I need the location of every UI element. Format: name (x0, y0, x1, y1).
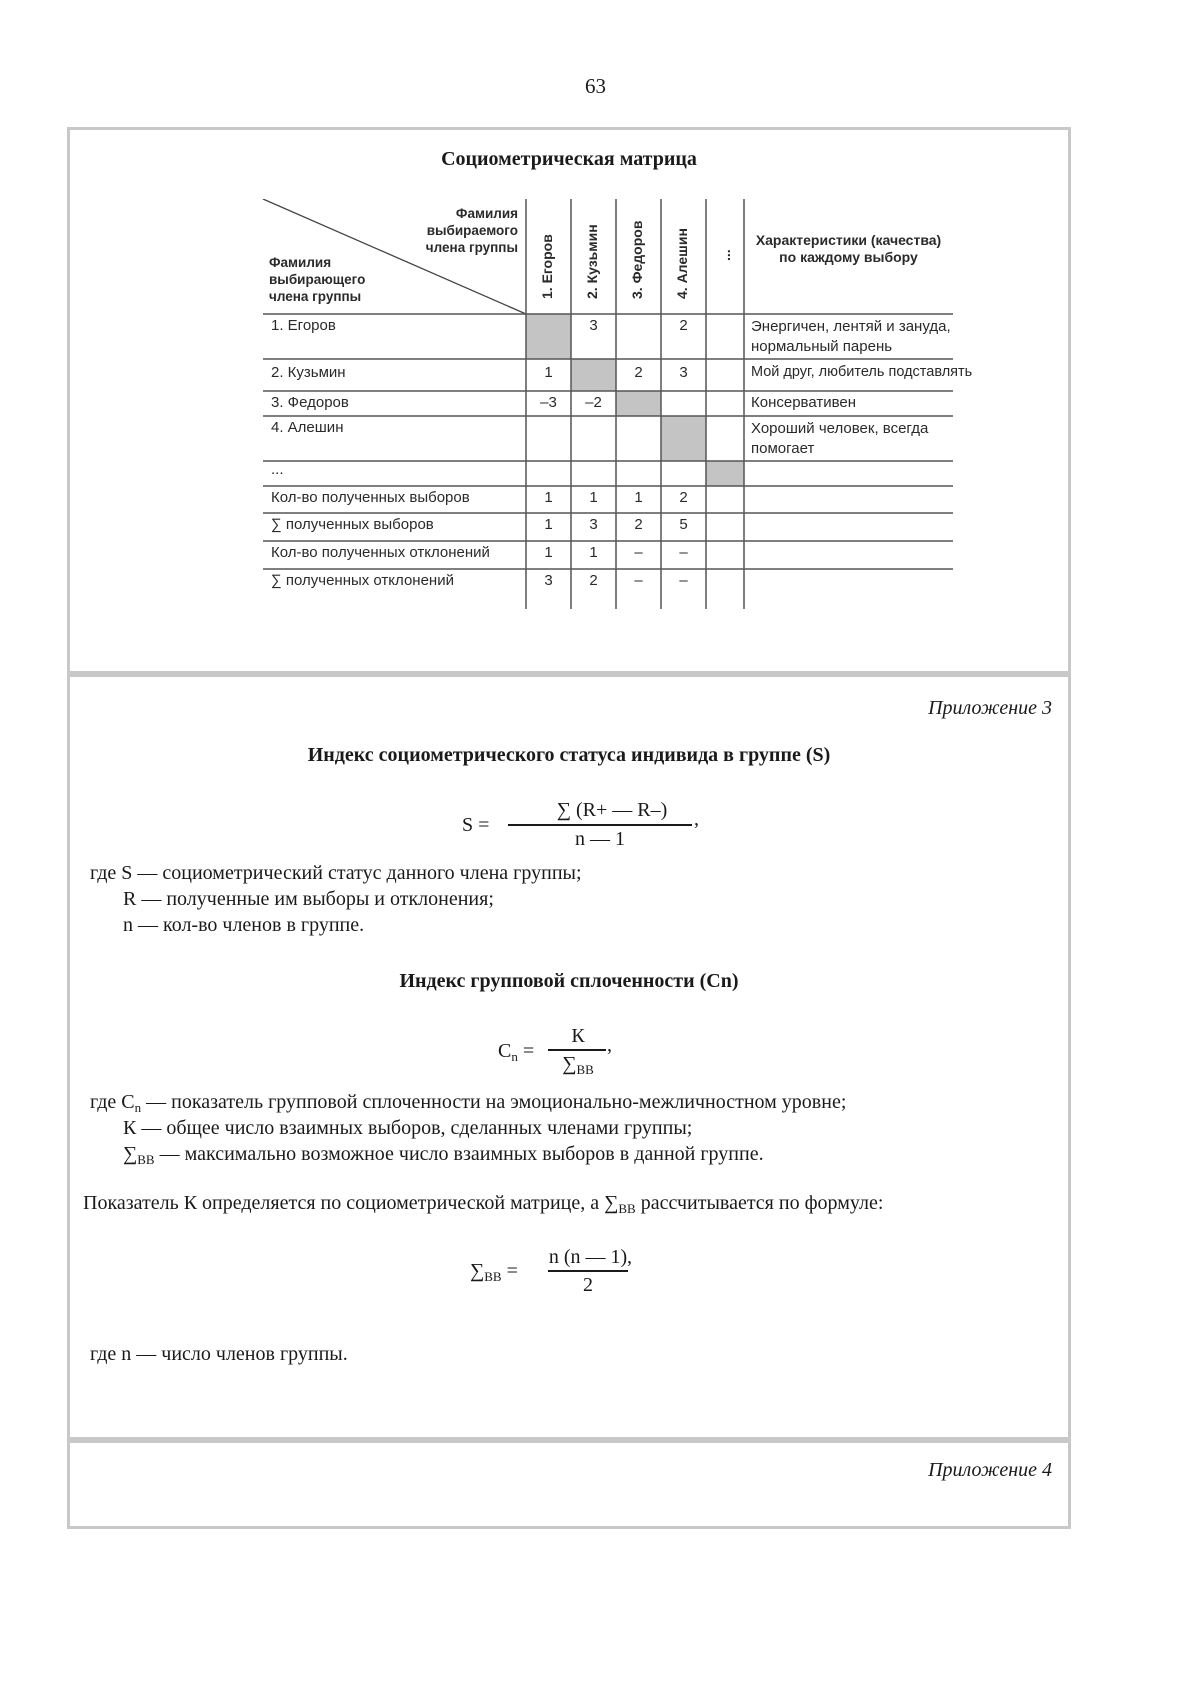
column-header-more: ... (717, 249, 733, 261)
cell-3-2: –2 (585, 394, 602, 411)
summary-2-c4: 5 (679, 516, 688, 533)
where-n-line: где n — число членов группы. (90, 1343, 348, 1365)
row-name-3: 3. Федоров (271, 394, 349, 411)
status-index-title: Индекс социометрического статуса индивида в группе (S) (307, 744, 831, 766)
formula-vv-tail: , (627, 1246, 632, 1268)
summary-name-2: ∑ полученных выборов (271, 516, 434, 533)
formula-c-fraction-line (548, 1049, 606, 1051)
formula-c-tail: , (607, 1034, 612, 1056)
formula-s-lhs: S = (462, 814, 490, 836)
formula-s-denominator: n — 1 (575, 828, 625, 850)
summary-4-c3: – (634, 572, 643, 589)
summary-1-c1: 1 (544, 489, 553, 506)
summary-3-c2: 1 (589, 544, 598, 561)
row-name-more: ... (271, 461, 284, 478)
row-name-1: 1. Егоров (271, 317, 336, 334)
note-4: Хороший человек, всегда помогает (751, 420, 929, 457)
cell-2-4: 3 (679, 364, 688, 381)
formula-s-numerator: ∑ (R+ — R–) (556, 799, 668, 821)
where-s-line-2: R — полученные им выборы и отклонения; (123, 888, 494, 910)
matrix-section (67, 127, 1071, 674)
summary-4-c2: 2 (589, 572, 598, 589)
summary-name-1: Кол-во полученных выборов (271, 489, 470, 506)
cell-3-1: –3 (540, 394, 557, 411)
cohesion-index-title: Индекс групповой сплоченности (Сn) (399, 970, 739, 992)
summary-3-c3: – (634, 544, 643, 561)
formula-vv-lhs: $\sum_{ВВ}$ = (470, 1260, 518, 1284)
cell-1-4: 2 (679, 317, 688, 334)
appendix-3-section (67, 674, 1071, 1440)
note-1: Энергичен, лентяй и зануда, нормальный парень (751, 318, 951, 355)
summary-2-c3: 2 (634, 516, 643, 533)
formula-s-tail: , (694, 808, 699, 830)
column-header-3: 3. Федоров (629, 220, 645, 299)
summary-2-c1: 1 (544, 516, 553, 533)
column-header-4: 4. Алешин (674, 228, 690, 299)
appendix-4-label: Приложение 4 (928, 1459, 1052, 1481)
formula-s-fraction-line (508, 824, 692, 826)
summary-2-c2: 3 (589, 516, 598, 533)
summary-3-c4: – (679, 544, 688, 561)
summary-3-c1: 1 (544, 544, 553, 561)
formula-c-denominator: $\sum_{ВВ}$ (562, 1053, 594, 1077)
formula-explanation: Показатель К определяется по социометрической матрице, а $\sum_{ВВ}$ рассчитывается по формуле: (83, 1192, 884, 1216)
characteristics-header: Характеристики (качества) по каждому выбору (755, 232, 942, 265)
where-s-line-3: n — кол-во членов в группе. (123, 914, 365, 936)
column-header-2: 2. Кузьмин (584, 224, 600, 299)
row-name-4: 4. Алешин (271, 419, 344, 436)
where-c-line-3: $\sum_{ВВ}$ — максимально возможное число взаимных выборов в данной группе. (123, 1143, 764, 1167)
summary-name-3: Кол-во полученных отклонений (271, 544, 490, 561)
where-c-line-2: К — общее число взаимных выборов, сделанных членами группы; (123, 1117, 693, 1139)
formula-vv-denominator: 2 (583, 1274, 593, 1296)
cell-2-3: 2 (634, 364, 643, 381)
column-header-1: 1. Егоров (539, 234, 555, 299)
summary-1-c4: 2 (679, 489, 688, 506)
header-chosen-label: Фамилия выбираемого члена группы (425, 206, 518, 255)
cell-1-2: 3 (589, 317, 598, 334)
summary-4-c4: – (679, 572, 688, 589)
cell-2-1: 1 (544, 364, 553, 381)
formula-c-numerator: К (571, 1025, 585, 1047)
where-c-line-1: где $C_n$ — показатель групповой сплоченности на эмоционально-межличностном уровне; (90, 1091, 847, 1115)
note-3: Консервативен (751, 394, 857, 411)
formula-vv-numerator: n (n — 1) (548, 1246, 628, 1268)
where-s-line-1: где S — социометрический статус данного члена группы; (90, 862, 582, 884)
summary-1-c3: 1 (634, 489, 643, 506)
formula-vv-fraction-line (548, 1270, 628, 1272)
summary-4-c1: 3 (544, 572, 553, 589)
matrix-title: Социометрическая матрица (441, 148, 697, 170)
summary-name-4: ∑ полученных отклонений (271, 572, 454, 589)
appendix-4-section (67, 1440, 1071, 1529)
summary-1-c2: 1 (589, 489, 598, 506)
header-chooser-label: Фамилия выбирающего члена группы (269, 255, 366, 304)
row-name-2: 2. Кузьмин (271, 364, 346, 381)
sociometric-matrix (193, 199, 973, 609)
note-2: Мой друг, любитель подставлять (751, 364, 973, 380)
formula-c-lhs: $C_n$ = (498, 1040, 535, 1064)
appendix-3-label: Приложение 3 (928, 697, 1052, 719)
page-number: 63 (585, 74, 606, 98)
